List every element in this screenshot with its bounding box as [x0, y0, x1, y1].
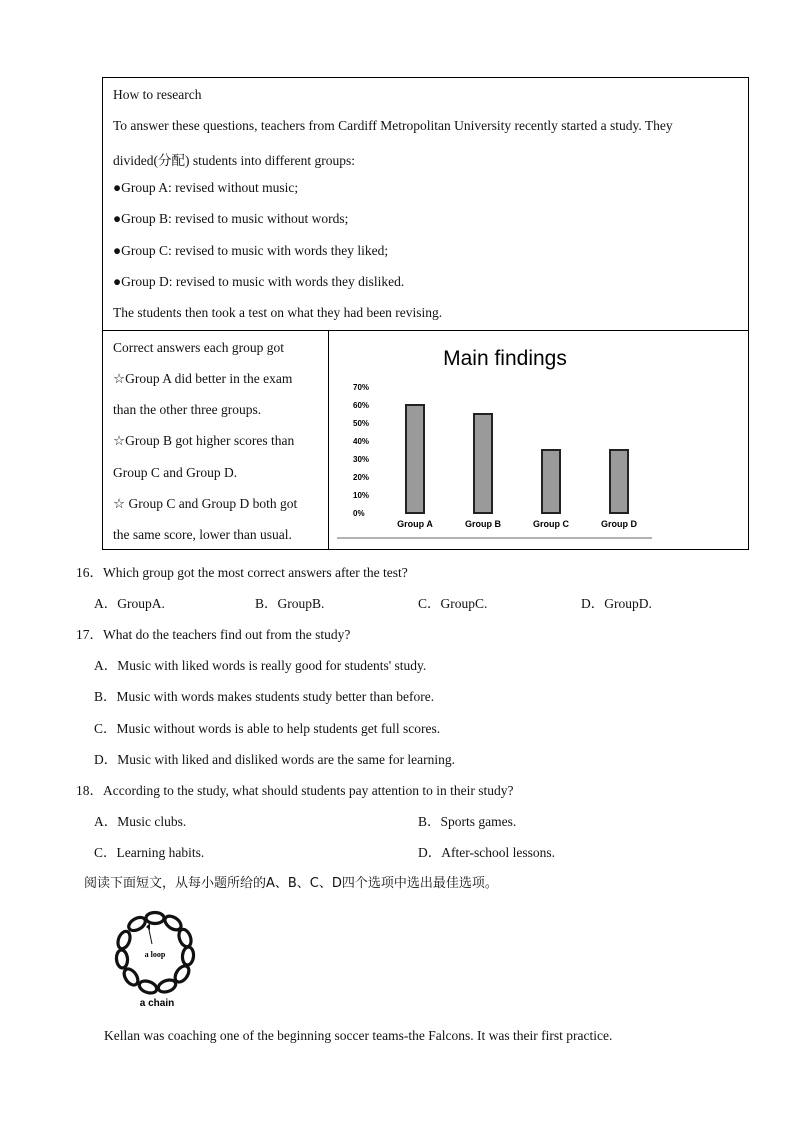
option-18b: B．Sports games. — [418, 814, 517, 829]
intro-line-1: To answer these questions, teachers from Cardiff Metropolitan University recently started a study. They — [113, 118, 673, 133]
group-item: ●Group C: revised to music with words they liked; — [113, 243, 389, 258]
category-label: Group A — [397, 519, 433, 529]
chain-label: a chain — [139, 998, 175, 1009]
option-18c: C．Learning habits. — [94, 845, 205, 860]
question-16 — [76, 561, 408, 581]
y-tick-label: 50% — [353, 419, 370, 428]
category-label: Group B — [465, 519, 501, 529]
y-tick-label: 0% — [353, 509, 365, 518]
option-17d: D．Music with liked and disliked words are the same for learning. — [94, 752, 456, 767]
story-first-line: Kellan was coaching one of the beginning soccer teams-the Falcons. It was their first practice. — [104, 1028, 613, 1043]
option-16a: A．GroupA. — [94, 596, 165, 611]
question-number: 17． — [76, 627, 103, 642]
findings-line: Group C and Group D. — [113, 465, 238, 480]
group-item: ●Group B: revised to music without words; — [113, 211, 349, 226]
option-17b: B．Music with words makes students study better than before. — [94, 689, 435, 704]
y-tick-label: 70% — [353, 383, 370, 392]
group-item: ●Group D: revised to music with words they disliked. — [113, 274, 405, 289]
findings-line: ☆ Group C and Group D both got — [113, 496, 298, 511]
bar — [474, 414, 492, 513]
question-number: 16． — [76, 565, 103, 580]
closing-line: The students then took a test on what they had been revising. — [113, 305, 443, 320]
question-17 — [76, 623, 350, 643]
research-box — [102, 77, 749, 550]
question-text: According to the study, what should students pay attention to in their study? — [103, 783, 514, 798]
findings-line: ☆Group A did better in the exam — [113, 371, 293, 386]
main-findings-chart — [329, 331, 748, 549]
category-label: Group D — [601, 519, 637, 529]
question-text: Which group got the most correct answers after the test? — [103, 565, 408, 580]
y-tick-label: 30% — [353, 455, 370, 464]
findings-line: Correct answers each group got — [113, 340, 284, 355]
box-heading: How to research — [113, 87, 202, 102]
y-tick-label: 10% — [353, 491, 370, 500]
y-tick-label: 20% — [353, 473, 370, 482]
option-16b: B．GroupB. — [255, 596, 325, 611]
option-18d: D．After-school lessons. — [418, 845, 555, 860]
y-tick-label: 60% — [353, 401, 370, 410]
chain-figure — [112, 908, 198, 1010]
category-label: Group C — [533, 519, 569, 529]
reading-instruction: 阅读下面短文，从每小题所给的A、B、C、D四个选项中选出最佳选项。 — [84, 876, 498, 891]
findings-line: the same score, lower than usual. — [113, 527, 292, 542]
option-18a: A．Music clubs. — [94, 814, 187, 829]
y-tick-label: 40% — [353, 437, 370, 446]
option-17a: A．Music with liked words is really good for students' study. — [94, 658, 427, 673]
question-18 — [76, 779, 513, 799]
question-text: What do the teachers find out from the study? — [103, 627, 351, 642]
option-16c: C．GroupC. — [418, 596, 488, 611]
intro-line-2: divided(分配) students into different groups: — [113, 153, 355, 168]
bar — [610, 450, 628, 513]
findings-line: ☆Group B got higher scores than — [113, 433, 295, 448]
option-17c: C．Music without words is able to help students get full scores. — [94, 721, 441, 736]
findings-line: than the other three groups. — [113, 402, 262, 417]
chart-title: Main findings — [443, 347, 567, 370]
loop-label: a loop — [144, 950, 166, 959]
option-16d: D．GroupD. — [581, 596, 652, 611]
bar — [542, 450, 560, 513]
bar — [406, 405, 424, 513]
group-item: ●Group A: revised without music; — [113, 180, 299, 195]
question-number: 18． — [76, 783, 103, 798]
